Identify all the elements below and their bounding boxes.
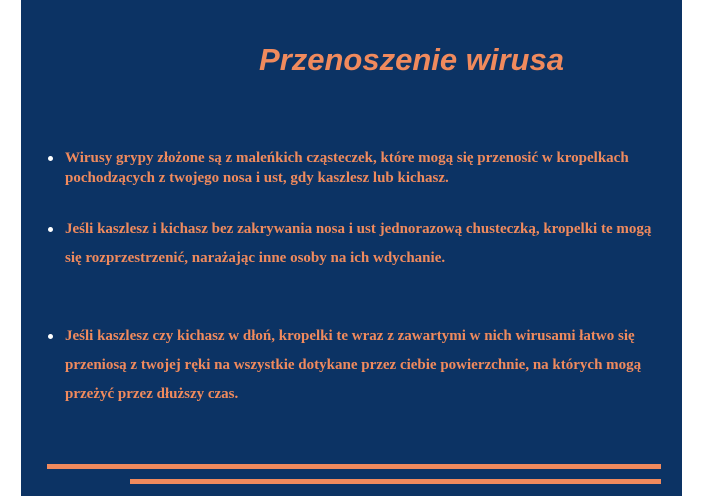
bullet-dot-icon	[48, 156, 53, 161]
bullet-item	[65, 148, 655, 188]
bullet-text: Wirusy grypy złożone są z maleńkich cząsteczek, które mogą się przenosić w kropelkach pochodzących z twojego nosa i ust, gdy kaszlesz lub kichasz.	[65, 150, 629, 186]
slide	[21, 0, 682, 496]
bullet-dot-icon	[48, 334, 53, 339]
bullet-dot-icon	[48, 227, 53, 232]
slide-title: Przenoszenie wirusa	[259, 42, 564, 77]
decorative-line-bottom	[130, 479, 661, 484]
decorative-line-top	[47, 464, 661, 469]
bullet-item	[65, 215, 655, 273]
bullet-item	[65, 322, 655, 409]
bullet-text: Jeśli kaszlesz i kichasz bez zakrywania nosa i ust jednorazową chusteczką, kropelki te mogą się rozprzestrzenić, narażając inne osoby na ich wdychanie.	[65, 221, 652, 266]
bullet-text: Jeśli kaszlesz czy kichasz w dłoń, kropelki te wraz z zawartymi w nich wirusami łatwo się przeniosą z twojej ręki na wszystkie dotykane przez ciebie powierzchnie, na których mogą przeżyć przez dłuższy czas.	[65, 328, 642, 402]
